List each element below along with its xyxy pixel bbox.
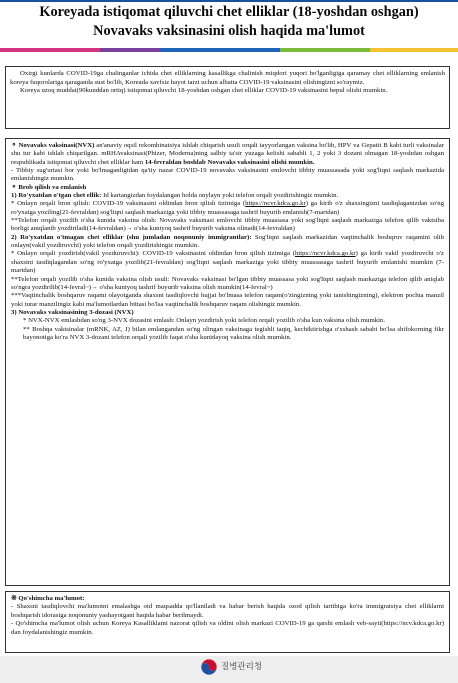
reference-mark-icon: ※ [11,595,17,602]
howto-title: Brob qilish va emlanish [18,183,87,191]
additional-info-box [5,591,450,653]
nvx-text: an'anaviy oqsil rekombinatsiya ishlab chiqarish usuli orqali tayyorlangan vaksina bo'lib, HPV va Gepatit B kabi turli vaksinalar shu tur kabi ishlab chiqarilgan. mRHAvaksinasi(Phizer, Moderna)ning salbiy ta'sir yuzaga kelishi sababli 1, 2 yoki 3 dozani olmagan 18-yoshdan oshgan respublikada istiqomat qiluvchi chet elliklar ham [11,142,445,166]
section-1-phone: **Telefon orqali yozilib o'sha kunida vaksina olish: Novavaks vaksinasi emlovchi tibbiy muassasa yoki sog'liqni saqlash markaziga telefon qilib vaktsiba borligi aniqlanib yozdiriladi(14-fevraldan)→ o'sha kuniyoq tashrif buyurib vaksina olinadi(14-fevraldan) [11,217,444,233]
bullet-icon: ⚬ [11,142,17,149]
section-3-title: Novavaks vaksinasining 3-dozasi (NVX) [18,308,134,316]
additional-info-item-1: - Shaxsni tasdiqlovchi ma'lumotni emalashga oid maqsadda qo'llaniladi va habar berish haqida ozod qilish tartibiga ko'ra immigratsiya chet elliklarni boshqarish idorasiga noqonuniy yashayotgani haqida habar berilmaydi. [11,603,444,619]
bullet-icon: ⚬ [11,183,17,191]
color-stripes [0,48,458,52]
agency-name: 질병관리청 [221,662,263,672]
intro-paragraph-1: Oxirgi kunlarda COVID-19ga chalinganlar ichida chet elliklarning kasallikga chalinish miqdori yuqori bo'lganligiga qaramay chet elliklarning emlanish koreya fuqorolariga qaraganda sust bo'lib, Koreada xavfsiz hayot tarzi uchun albatta COVID-19 vaksinasini olishingizni so'raymiz. [10,70,445,86]
section-1 [11,192,444,200]
title-line-2: Novavaks vaksinasini olish haqida ma'lumot [93,23,365,39]
section-3-item-a: * NVX-NVX emlashdan so'ng 3-NVX dozasini emlash: Onlayn yozdirish yoki telefon orqali yozilib o'sha kun vaksina olish mumkin. [23,317,386,325]
additional-info-item-2: - Qo'shimcha ma'lumot olish uchun Koreya Kasalliklami nazorat qilish va oldini olish markazi COVID-19 ga qarshi emlash veb-sayti(https://ncv.kdca.go.kr) dan foydalanishingiz mumkin. [11,620,444,636]
nvx-description [11,142,444,167]
kdca-logo-icon [200,658,218,676]
ncvr-link[interactable]: https://ncvr.kdca.go.kr [295,250,356,258]
additional-info-title: Qo'shimcha ma'lumot: [18,595,85,602]
intro-paragraph-2: Koreya uzoq muddat(90kunddan ortiq) istiqomat qiluvchi 18-yoshdan oshgan chet elliklar COVID-19 vaksinasini bepul olishi mumkin. [20,87,388,94]
section-2-phone: **Telefon orqali yozilib o'sha kunida vaksina olish usuli: Novavaks vaksinasi bo'lgan tibbiy muassasa yoki sog'liqni saqlash markaziga telefon qilib aniqlab so'ngra yozdirilib(14-fevral~)→ o'sha kuniyoq tashrif buyurib vaksina olish mumkin(14-fevral~) [11,275,444,291]
section-2-temp-number: ***Vaqtinchalik boshqaruv raqami olayotganda shaxsni tasdiqlovchi hujjat bo'lmasa telefon raqam(o'zingizning yoki tanishingizning), elektron pochta manzil yoki turar manzilingiz kabi ma'lumotlardan bittasi bo'lsa vaqtinchalik boshqaruv raqam olishingiz mumkin. [11,292,444,308]
ncvr-link[interactable]: https://ncvr.kdca.go.kr [245,200,306,208]
howto-heading [11,184,444,192]
title-line-1: Koreyada istiqomat qiluvchi chet elliklar (18-yoshdan oshgan) [39,4,419,20]
section-2-online: * Onlayn orqali yozdirish(vakil yozduruvchi): COVID-19 vaksinasini oldindan bron qilish tizimiga (https://ncvr.kdca.go.kr) ga kirib vakil yozdiruvchi o'z shaxsini tasdiqlagandan so'ng ro'yxatga yozilib(21-fevraldan) sog'liqni saqlash markaziga yoki tibbiy muassasaga tashrif buyurib emlanishi mumkin (7-martdan) [11,250,444,275]
section-1-text: Id kartangizdan foydalangan holda onylayn yoki telefon orqali yozdirishingiz mumkin. [101,192,339,200]
section-3-number: 3) [11,308,17,316]
nvx-title: Novavaks vaksinasi(NVX) [18,142,95,149]
section-3-item-b: ** Boshqa vaktsinalar (mRNK, AZ, J) bilan emlangandan so'ng olingan vaksinaga tegishli taqiq, kechiktirishga o'xshash sababi bo'lsa shifokorning fikr bayonotiga ko'ra NVX 3-dozani telefon orqali yozilib faqat o'sha kunidayoq vaksina olish mumkin. [23,325,444,341]
section-1-title: Ro'yxatdan o'tgan chet ellik: [18,192,102,200]
page-title [0,3,458,41]
main-info-box [5,138,450,586]
section-1-number: 1) [11,192,17,200]
additional-info-heading [11,595,444,603]
section-2 [11,234,444,251]
section-3 [11,309,444,317]
top-bar [0,0,458,2]
section-2-text: Sog'liqni saqlash markazidan vaqtinchalik boshqruv raqamini olib onlayn(vakil yozdiruvchi) yoki telefon orqali yozdirishingiz mumkin. [11,233,445,250]
intro-box [5,66,450,129]
section-2-title: Ro'yxatdan o'tmagan chet elliklar (shu jumladan noqonuniy immigrantlar): [20,233,252,241]
section-1-online: * Onlayn orqali bron qilish: COVID-19 vaksinasini oldindan bron qilish tizimiga (https://ncvr.kdca.go.kr) ga kirib o'z shaxsingizni tasdiqlaganizdan so'ng ro'yxatga yoziling(21-fevraldan) sog'liqni saqlash markaziga yoki tibbiy muassasaga tashrif buyurib emlanish(7-martdan) [11,200,444,216]
clinics-note: - Tibbiy sug'urtasi bor yoki bo'lmaganligidan qa'tiy nazar COVID-19 novavaks vaksinasini emlovchi tibbiy muassasada yoki sog'liqni saqlash markazida emlanishingiz mumkin. [11,167,444,183]
section-2-number: 2) [11,233,17,241]
nvx-date: 14-fevraldan boshlab Novavaks vaksinasini olishi mumkin. [144,158,315,166]
